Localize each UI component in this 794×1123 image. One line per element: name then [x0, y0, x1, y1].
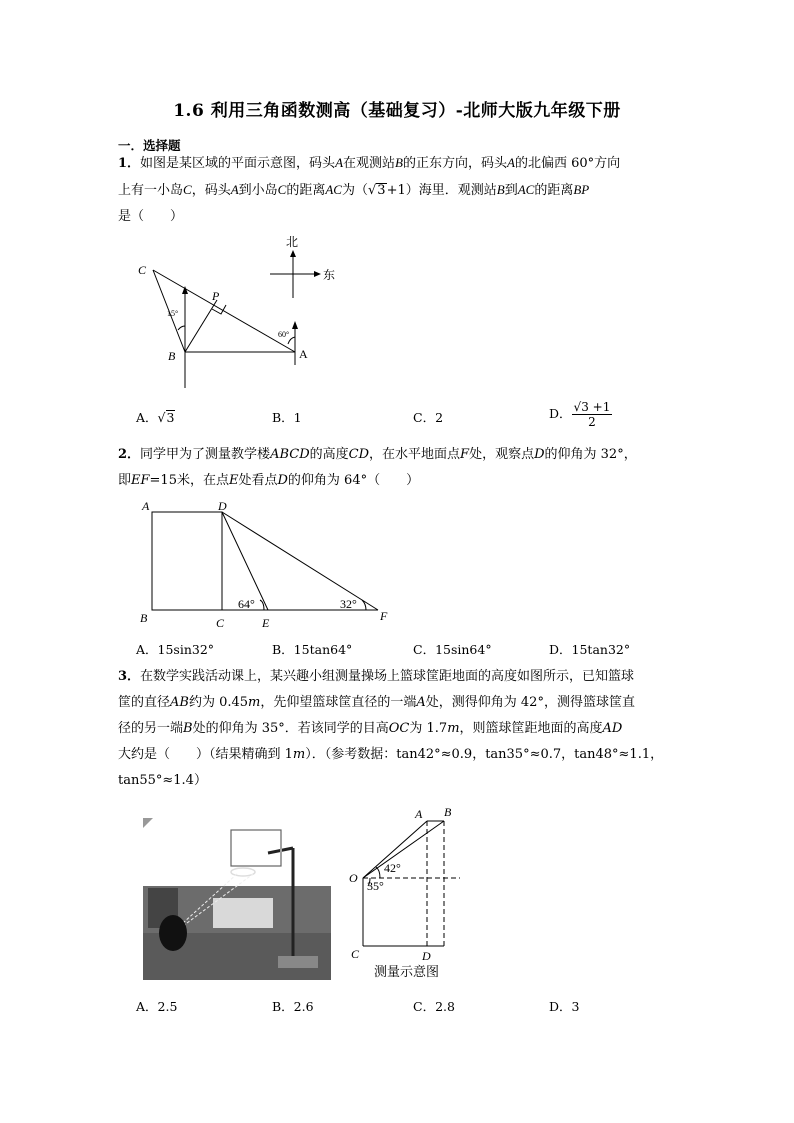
label-b: B	[140, 611, 148, 625]
label-b: B	[168, 349, 176, 363]
arc-15	[178, 326, 185, 330]
right-angle-mark	[212, 305, 226, 314]
label-35: 35°	[367, 879, 384, 893]
label-e: E	[262, 616, 270, 630]
label-60: 60°	[278, 330, 290, 339]
label-c: C	[216, 616, 225, 630]
q3-option-c[interactable]: C．2.8	[413, 999, 455, 1014]
compass-east-arrow	[314, 271, 321, 277]
q3-line-4: 大约是（ ）（结果精确到 1m）．（参考数据：tan42°≈0.9，tan35°≈0.7，tan48°≈1.1，	[118, 747, 664, 762]
q1-line-3: 是（ ）	[118, 209, 184, 224]
line-bp	[185, 300, 217, 352]
q1-diagram	[130, 230, 350, 390]
q2-line-2: 即EF=15米，在点E处看点D的仰角为 64°（ ）	[118, 473, 420, 488]
q1-line-1: 1．如图是某区域的平面示意图，码头A在观测站B的正东方向，码头A的北偏西 60°方向	[118, 155, 621, 171]
section-heading: 一．选择题	[118, 138, 181, 153]
question-3	[118, 664, 688, 794]
line-ob	[363, 821, 444, 878]
label-f: F	[380, 609, 388, 623]
q3-option-b[interactable]: B．2.6	[272, 999, 314, 1014]
label-p: P	[212, 289, 220, 303]
q1-option-b[interactable]: B．1	[272, 410, 302, 425]
photo-backboard	[231, 830, 281, 866]
basketball-photo	[143, 818, 331, 980]
compass-north-arrow	[290, 250, 296, 257]
photo-building	[213, 898, 273, 928]
q1-option-d[interactable]: D． $\frac{√3 +1}{2}$	[549, 400, 611, 429]
label-b: B	[444, 806, 452, 819]
label-42: 42°	[384, 861, 401, 875]
q3-option-a[interactable]: A．2.5	[136, 999, 178, 1014]
q2-option-b[interactable]: B．15tan64°	[272, 642, 353, 657]
q2-option-c[interactable]: C．15sin64°	[413, 642, 492, 657]
q2-line-1: 2．同学甲为了测量教学楼ABCD的高度CD，在水平地面点F处，观察点D的仰角为 32°，	[118, 447, 637, 462]
building-abcd	[152, 512, 222, 610]
label-a: A	[142, 499, 150, 513]
label-o: O	[349, 871, 358, 885]
q3-line-3: 径的另一端B处的仰角为 35°．若该同学的目高OC为 1.7m，则篮球筐距地面的高度AD	[118, 721, 623, 736]
q3-diagram	[340, 806, 480, 986]
photo-base	[278, 956, 318, 968]
arc-64	[260, 600, 264, 610]
q1-option-c[interactable]: C．2	[413, 410, 444, 425]
label-15: 15°	[167, 309, 179, 318]
q1-option-a[interactable]: A．√3	[136, 410, 175, 425]
label-d: D	[218, 499, 227, 513]
label-32: 32°	[340, 597, 357, 611]
q3-option-d[interactable]: D．3	[549, 999, 580, 1014]
question-1	[118, 150, 678, 230]
arrow-a	[292, 321, 298, 329]
label-64: 64°	[238, 597, 255, 611]
label-north: 北	[286, 235, 299, 249]
q3-line-5: tan55°≈1.4）	[118, 773, 207, 788]
label-a: A	[415, 807, 423, 821]
q1-line-2: 上有一小岛C，码头A到小岛C的距离AC为（√3+1）海里．观测站B到AC的距离BP	[118, 182, 590, 198]
photo-corner-mark	[143, 818, 153, 828]
diagram-caption: 测量示意图	[374, 964, 440, 979]
q2-option-d[interactable]: D．15tan32°	[549, 642, 631, 657]
label-c: C	[351, 947, 360, 961]
q3-line-2: 筐的直径AB约为 0.45m，先仰望篮球筐直径的一端A处，测得仰角为 42°，测得篮球筐直	[118, 695, 635, 710]
q2-option-a[interactable]: A．15sin32°	[136, 642, 215, 657]
q2-diagram	[130, 496, 400, 632]
label-c: C	[138, 263, 147, 277]
question-2	[118, 442, 678, 494]
label-east: 东	[323, 268, 336, 282]
photo-person	[159, 915, 187, 951]
page-title: 1.6 利用三角函数测高（基础复习）-北师大版九年级下册	[173, 101, 621, 121]
label-d: D	[422, 949, 431, 963]
q3-line-1: 3．在数学实践活动课上，某兴趣小组测量操场上篮球筐距地面的高度如图所示，已知篮球	[118, 669, 635, 684]
label-a: A	[299, 347, 308, 361]
